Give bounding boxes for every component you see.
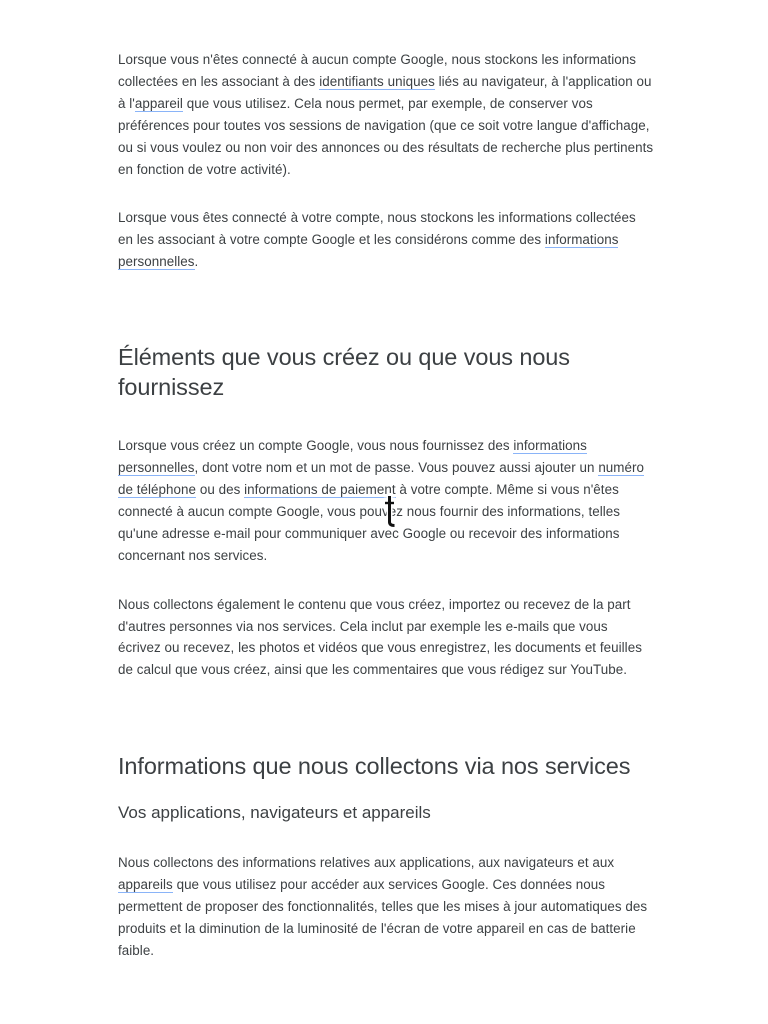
paragraph-unique-identifiers: Lorsque vous n'êtes connecté à aucun compte Google, nous stockons les informations collectées en les associant à des identifiants uniques liés au navigateur, à l'application ou à l'appareil que vous utilisez. Cela nous permet, par exemple, de conserver vos préférences pour toutes vos sessions de navigation (que ce soit votre langue d'affichage, ou si vous voulez ou non voir des annonces ou des résultats de recherche plus pertinents en fonction de votre activité). <box>118 52 654 177</box>
text-cursor-icon <box>381 493 399 529</box>
link-payment-information[interactable]: informations de paiement <box>244 481 396 497</box>
link-phone-number[interactable]: numéro de téléphone <box>118 460 645 497</box>
paragraph-content-collected: Nous collectons également le contenu que vous créez, importez ou recevez de la part d'autres personnes via nos services. Cela inclut par exemple les e-mails que vous écrivez ou recevez, les photos et vidéos que vous enregistrez, les documents et feuilles de calcul que vous créez, ainsi que les commentaires que vous rédigez sur YouTube. <box>118 596 642 678</box>
heading-things-you-create: Éléments que vous créez ou que vous nous fournissez <box>118 344 570 401</box>
link-personal-information-2[interactable]: informations personnelles <box>118 438 587 476</box>
link-devices[interactable]: appareils <box>118 877 173 893</box>
paragraph-signed-in: Lorsque vous êtes connecté à votre compte, nous stockons les informations collectées en les associant à votre compte Google et les considérons comme des informations personnelles. <box>118 210 636 270</box>
link-device[interactable]: appareil <box>134 95 183 111</box>
link-personal-information[interactable]: informations personnelles <box>118 232 619 270</box>
paragraph-account-creation: Lorsque vous créez un compte Google, vous nous fournissez des informations personnelles, dont votre nom et un mot de passe. Vous pouvez aussi ajouter un numéro de téléphone ou des informations de paiement à votre compte. Même si vous n'êtes connecté à aucun compte Google, vous pouvez nous fournir des informations, telles qu'une adresse e-mail pour communiquer avec Google ou recevoir des informations concernant nos services. <box>118 438 645 563</box>
paragraph-apps-browsers-devices: Nous collectons des informations relatives aux applications, aux navigateurs et aux appareils que vous utilisez pour accéder aux services Google. Ces données nous permettent de proposer des fonctionnalités, telles que les mises à jour automatiques des produits et la diminution de la luminosité de l'écran de votre appareil en cas de batterie faible. <box>118 855 648 958</box>
heading-info-collected-via-services: Informations que nous collectons via nos services <box>118 753 631 780</box>
subheading-apps-browsers-devices: Vos applications, navigateurs et appareils <box>118 803 431 823</box>
link-unique-identifiers[interactable]: identifiants uniques <box>319 73 435 89</box>
